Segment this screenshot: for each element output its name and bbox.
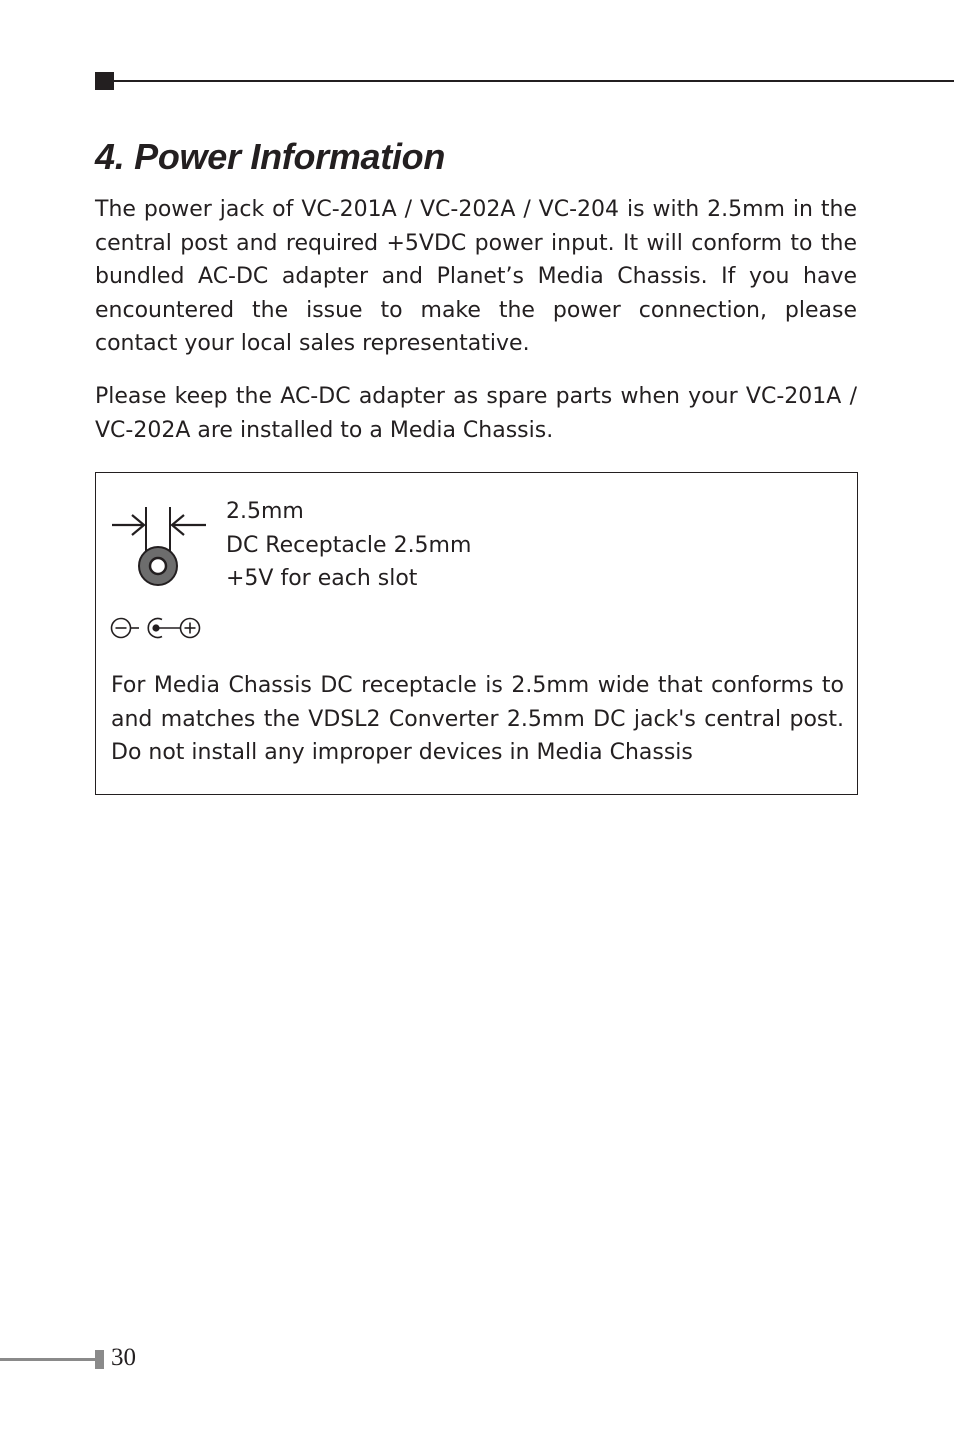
voltage-label: +5V for each slot: [226, 566, 418, 591]
center-positive-polarity-icon: [110, 616, 202, 640]
dc-jack-dimension-icon: [110, 505, 210, 590]
jack-width-label: 2.5mm: [226, 499, 304, 524]
footer-rule: [0, 1358, 95, 1361]
header-square-marker: [95, 72, 114, 90]
spare-adapter-paragraph: Please keep the AC-DC adapter as spare parts when your VC-201A / VC-202A are installed to a Media Chassis.: [95, 384, 857, 443]
header-rule: [114, 80, 954, 82]
receptacle-label: DC Receptacle 2.5mm: [226, 533, 472, 558]
page-number: 30: [111, 1344, 136, 1371]
section-heading: 4. Power Information: [95, 136, 446, 177]
footer-marker: [95, 1350, 104, 1369]
dc-receptacle-notice-box: [95, 472, 858, 795]
media-chassis-note: For Media Chassis DC receptacle is 2.5mm wide that conforms to and matches the VDSL2 Converter 2.5mm DC jack's central post. Do not install any improper devices in Media Chassis: [111, 673, 844, 766]
power-jack-paragraph: The power jack of VC-201A / VC-202A / VC-204 is with 2.5mm in the central post and required +5VDC power input. It will conform to the bundled AC-DC adapter and Planet’s Media Chassis. If you have encountered the issue to make the power connection, please contact your local sales representative.: [95, 197, 857, 357]
